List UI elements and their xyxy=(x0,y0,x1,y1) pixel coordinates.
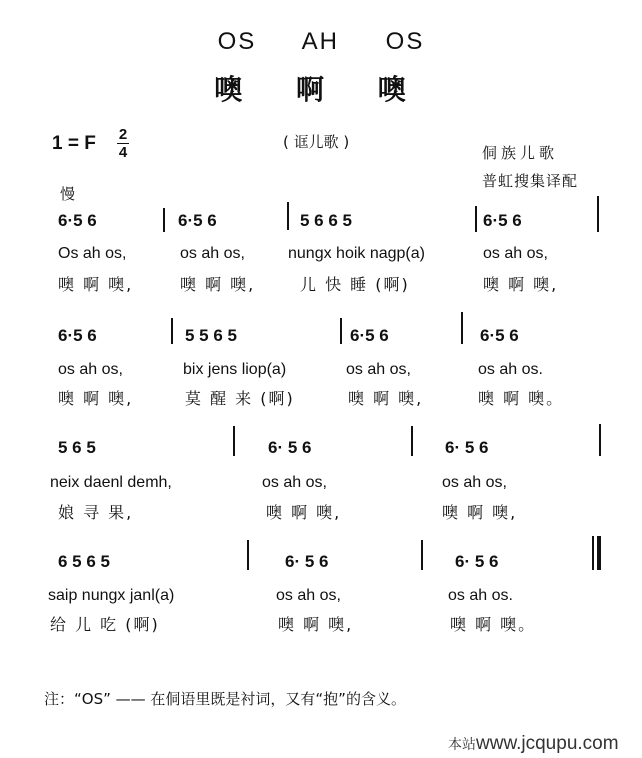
time-signature-top: 2 xyxy=(118,126,128,143)
bar-line xyxy=(599,424,601,456)
measure-notes: 6· 5 6 xyxy=(285,552,329,571)
measure-notes: 6 5 6 5 xyxy=(58,552,110,571)
final-bar-line-thick xyxy=(597,536,601,570)
measure-notes: 5 6 6 5 xyxy=(300,211,352,230)
measure-notes: 6·5 6 xyxy=(483,211,522,230)
lyric-latin: os ah os, xyxy=(442,474,507,491)
measure-notes: 5 6 5 xyxy=(58,438,96,457)
key-signature: 1 = F xyxy=(52,133,96,154)
watermark-site: www.jcqupu.com xyxy=(476,733,619,754)
tempo-marking: 慢 xyxy=(60,185,76,203)
lyric-chinese: 娘 寻 果, xyxy=(58,503,134,522)
bar-line xyxy=(171,318,173,344)
measure-notes: 5 5 6 5 xyxy=(185,326,237,345)
song-title-latin: OS AH OS xyxy=(217,28,425,55)
lyric-chinese: 噢 啊 噢, xyxy=(278,615,354,634)
lyric-latin: os ah os. xyxy=(448,587,513,604)
measure-notes: 6· 5 6 xyxy=(455,552,499,571)
bar-line xyxy=(411,426,413,456)
lyric-chinese: 噢 啊 噢, xyxy=(180,275,256,294)
lyric-chinese: 噢 啊 噢。 xyxy=(478,389,565,408)
lyric-chinese: 噢 啊 噢, xyxy=(442,503,518,522)
lyric-chinese: 噢 啊 噢, xyxy=(58,275,134,294)
lyric-chinese: 儿 快 睡 (啊) xyxy=(300,275,410,294)
lyric-latin: os ah os, xyxy=(483,245,548,262)
bar-line xyxy=(163,208,165,232)
lyric-chinese: 噢 啊 噢, xyxy=(58,389,134,408)
credit-collector: 普虹搜集译配 xyxy=(482,172,579,190)
watermark-prefix: 本站 xyxy=(448,736,476,752)
time-signature-bottom: 4 xyxy=(118,144,128,161)
lyric-latin: Os ah os, xyxy=(58,245,127,262)
lyric-latin: os ah os, xyxy=(180,245,245,262)
lyric-latin: os ah os, xyxy=(276,587,341,604)
measure-notes: 6·5 6 xyxy=(58,326,97,345)
lyric-chinese: 噢 啊 噢, xyxy=(483,275,559,294)
bar-line xyxy=(597,196,599,232)
lyric-latin: os ah os. xyxy=(478,361,543,378)
bar-line xyxy=(421,540,423,570)
bar-line xyxy=(340,318,342,344)
lyric-latin: saip nungx janl(a) xyxy=(48,587,175,604)
measure-notes: 6· 5 6 xyxy=(268,438,312,457)
lyric-latin: os ah os, xyxy=(262,474,327,491)
lyric-chinese: 噢 啊 噢, xyxy=(266,503,342,522)
lyric-chinese: 莫 醒 来 (啊) xyxy=(185,389,295,408)
measure-notes: 6·5 6 xyxy=(480,326,519,345)
measure-notes: 6· 5 6 xyxy=(445,438,489,457)
song-title-chinese: 噢 啊 噢 xyxy=(214,73,428,106)
credit-ethnic: 侗族儿歌 xyxy=(482,144,559,162)
bar-line xyxy=(247,540,249,570)
lyric-latin: bix jens liop(a) xyxy=(183,361,287,378)
measure-notes: 6·5 6 xyxy=(58,211,97,230)
final-bar-line-thin xyxy=(592,536,594,570)
lyric-latin: os ah os, xyxy=(58,361,123,378)
measure-notes: 6·5 6 xyxy=(350,326,389,345)
bar-line xyxy=(233,426,235,456)
lyric-latin: os ah os, xyxy=(346,361,411,378)
bar-line xyxy=(475,206,477,232)
lyric-chinese: 给 儿 吃 (啊) xyxy=(50,615,160,634)
watermark xyxy=(448,733,619,755)
lyric-chinese: 噢 啊 噢, xyxy=(348,389,424,408)
bar-line xyxy=(287,202,289,230)
genre-label: ( 诓儿歌 ) xyxy=(283,133,350,151)
lyric-chinese: 噢 啊 噢。 xyxy=(450,615,537,634)
time-signature xyxy=(117,126,129,161)
lyric-latin: neix daenl demh, xyxy=(50,474,172,491)
bar-line xyxy=(461,312,463,344)
measure-notes: 6·5 6 xyxy=(178,211,217,230)
lyric-latin: nungx hoik nagp(a) xyxy=(288,245,425,262)
footnote: 注：“OS” —— 在侗语里既是衬词，又有“抱”的含义。 xyxy=(44,690,406,708)
